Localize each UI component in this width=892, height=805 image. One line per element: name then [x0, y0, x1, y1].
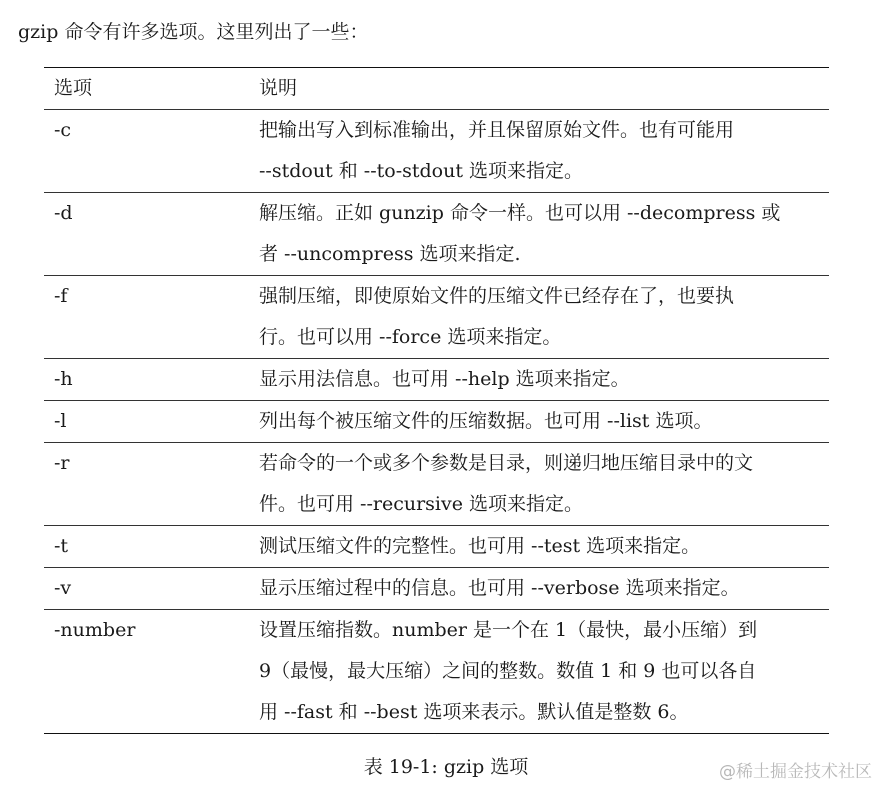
description-line: 强制压缩，即使原始文件的压缩文件已经存在了，也要执	[259, 285, 735, 307]
description-cell	[249, 359, 829, 401]
description-line: --stdout 和 --to-stdout 选项来指定。	[259, 160, 584, 182]
description-line: 解压缩。正如 gunzip 命令一样。也可以用 --decompress 或	[259, 202, 781, 224]
option-cell: -f	[54, 285, 68, 307]
table-row	[44, 568, 829, 610]
intro-text: gzip 命令有许多选项。这里列出了一些：	[18, 21, 369, 43]
description-cell	[249, 193, 829, 276]
description-cell	[249, 568, 829, 610]
option-cell: -r	[54, 452, 70, 474]
description-line: 行。也可以用 --force 选项来指定。	[259, 326, 562, 348]
option-cell: -v	[54, 577, 72, 599]
description-line: 若命令的一个或多个参数是目录，则递归地压缩目录中的文	[259, 452, 754, 474]
table-header-row	[44, 68, 829, 110]
header-description: 说明	[259, 77, 298, 99]
table-row	[44, 276, 829, 359]
description-line: 把输出写入到标准输出，并且保留原始文件。也有可能用	[259, 119, 735, 141]
description-line: 显示压缩过程中的信息。也可用 --verbose 选项来指定。	[259, 577, 740, 599]
option-cell: -number	[54, 619, 136, 641]
description-line: 测试压缩文件的完整性。也可用 --test 选项来指定。	[259, 535, 701, 557]
description-cell	[249, 276, 829, 359]
description-line: 件。也可用 --recursive 选项来指定。	[259, 493, 584, 515]
table-row	[44, 526, 829, 568]
table-row	[44, 610, 829, 734]
table-caption: 表 19-1: gzip 选项	[363, 756, 529, 778]
header-option: 选项	[54, 77, 93, 99]
description-cell	[249, 110, 829, 193]
option-cell: -c	[54, 119, 72, 141]
options-table	[44, 67, 829, 734]
table-row	[44, 193, 829, 276]
table-row	[44, 110, 829, 193]
description-line: 者 --uncompress 选项来指定.	[259, 243, 521, 265]
table-row	[44, 443, 829, 526]
option-cell: -l	[54, 410, 67, 432]
description-line: 显示用法信息。也可用 --help 选项来指定。	[259, 368, 630, 390]
table-row	[44, 359, 829, 401]
description-cell	[249, 401, 829, 443]
description-line: 9（最慢，最大压缩）之间的整数。数值 1 和 9 也可以各自	[259, 660, 757, 682]
option-cell: -t	[54, 535, 69, 557]
option-cell: -d	[54, 202, 73, 224]
watermark: @稀土掘金技术社区	[719, 762, 872, 782]
option-cell: -h	[54, 368, 73, 390]
description-cell	[249, 610, 829, 734]
description-line: 设置压缩指数。number 是一个在 1（最快，最小压缩）到	[259, 619, 758, 641]
description-line: 列出每个被压缩文件的压缩数据。也可用 --list 选项。	[259, 410, 713, 432]
description-cell	[249, 443, 829, 526]
description-cell	[249, 526, 829, 568]
table-row	[44, 401, 829, 443]
description-line: 用 --fast 和 --best 选项来表示。默认值是整数 6。	[259, 701, 689, 723]
